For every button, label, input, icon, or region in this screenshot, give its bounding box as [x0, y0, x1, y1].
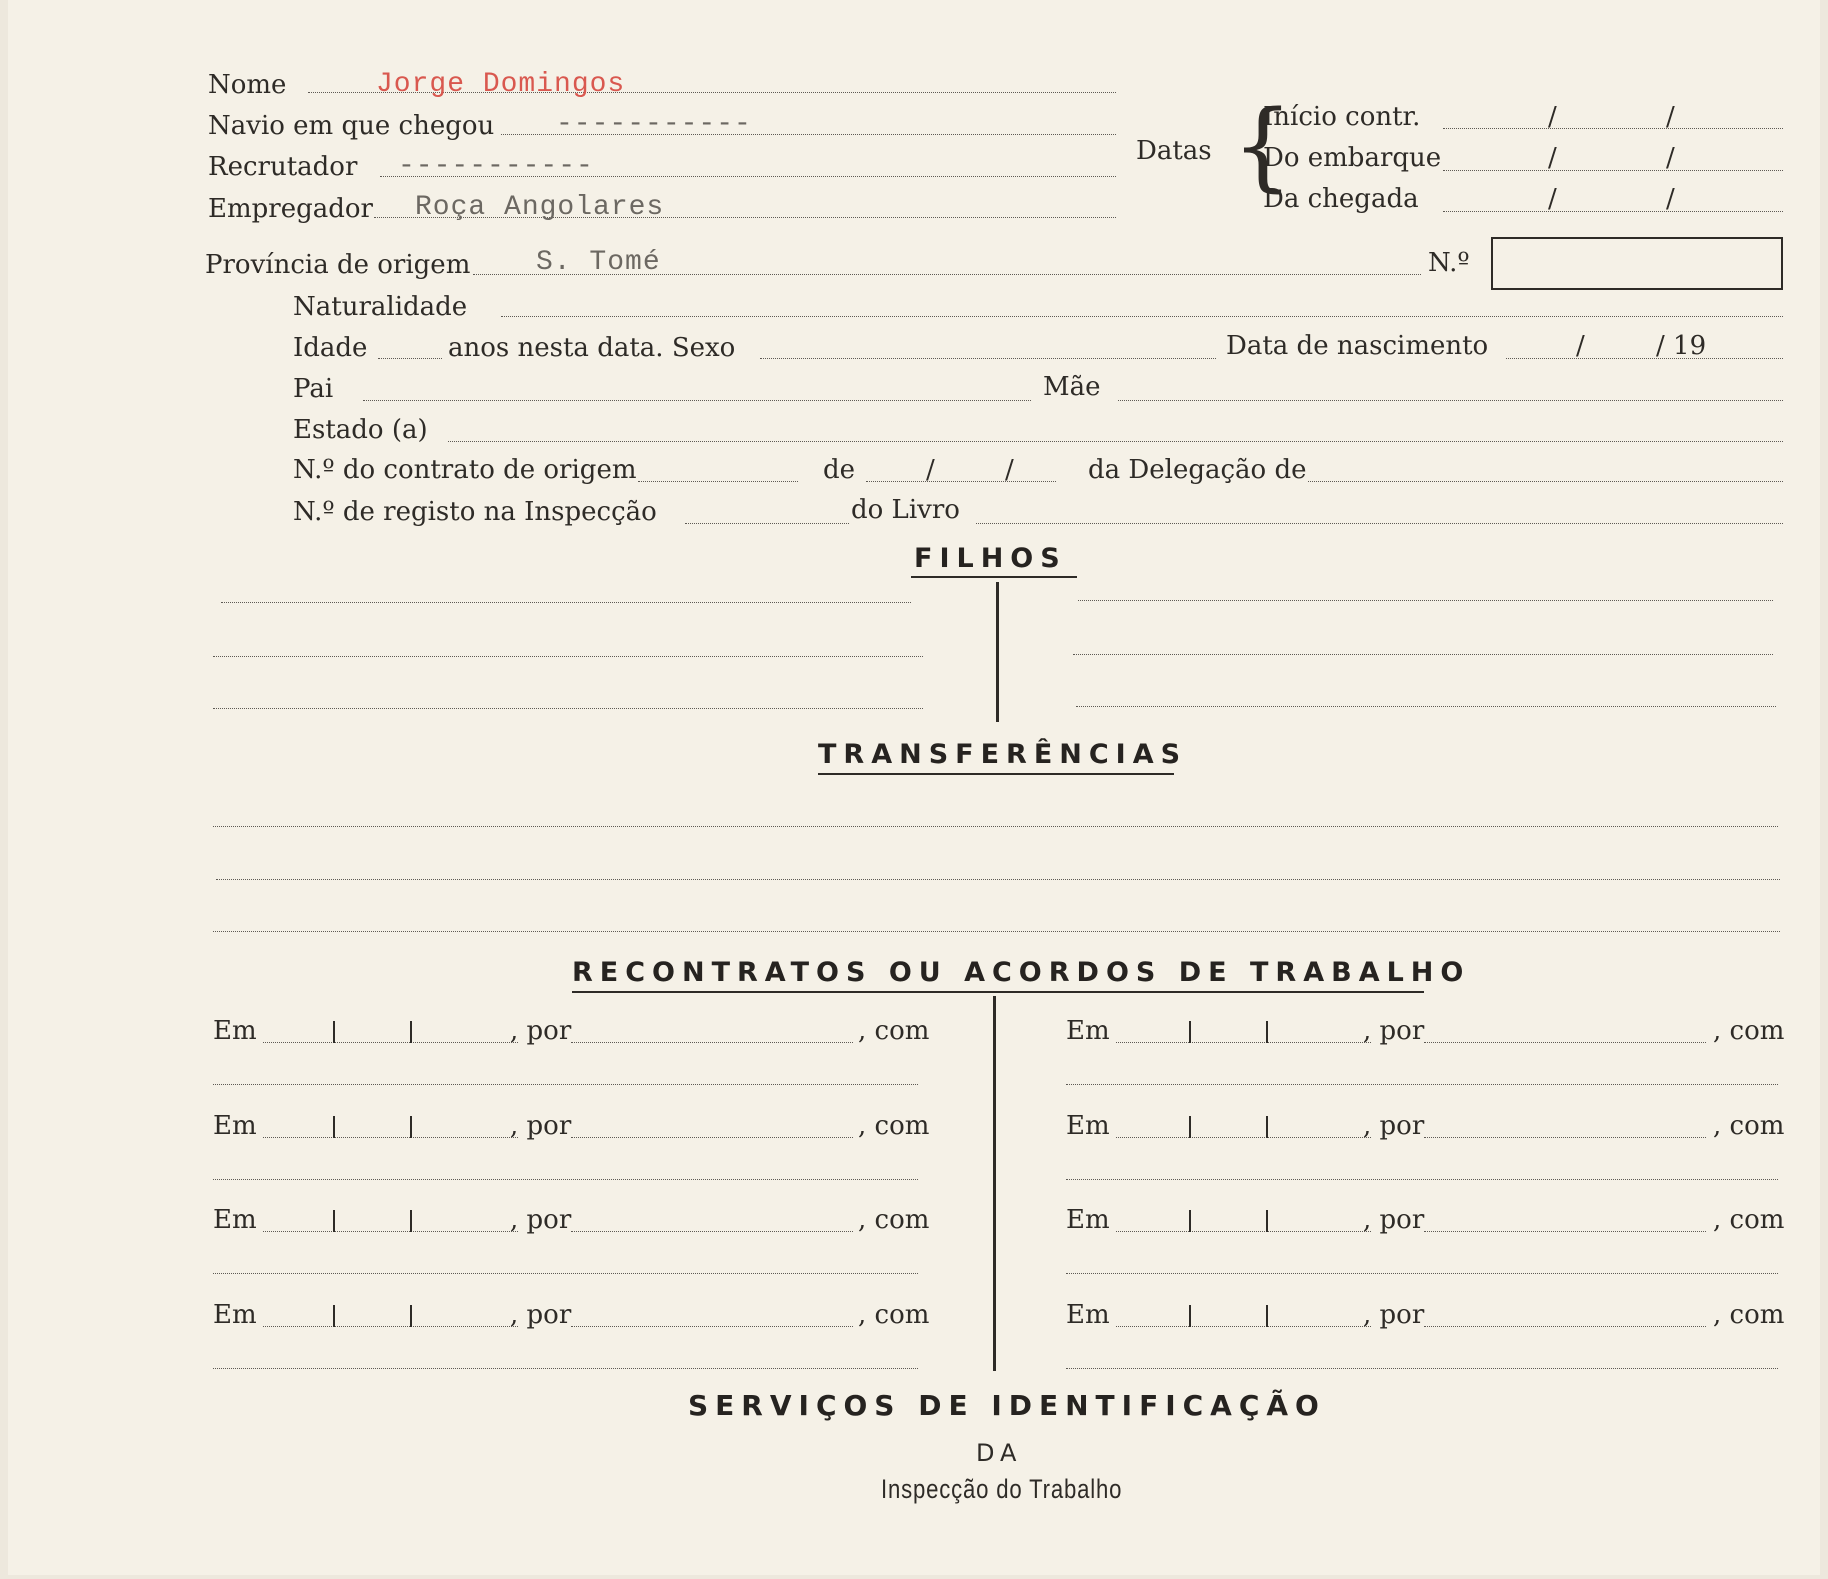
label-por: , por: [510, 1205, 572, 1235]
com-line[interactable]: [213, 1273, 918, 1274]
section-recontratos: RECONTRATOS OU ACORDOS DE TRABALHO: [572, 957, 1471, 988]
label-da-chegada: Da chegada: [1263, 184, 1419, 214]
identification-card: [8, 0, 1820, 1575]
label-nome: Nome: [208, 70, 287, 100]
date-separator: [1266, 1210, 1268, 1232]
por-line[interactable]: [1424, 1042, 1706, 1043]
por-line[interactable]: [571, 1042, 853, 1043]
filhos-divider: [996, 582, 999, 722]
label-por: , por: [510, 1299, 572, 1330]
label-com: , com: [1713, 1299, 1785, 1330]
recontratos-divider: [993, 996, 996, 1371]
value-recrutador[interactable]: -----------: [398, 151, 594, 182]
date-separator: [1189, 1305, 1191, 1327]
livro-line: [976, 523, 1783, 524]
label-do-embarque: Do embarque: [1263, 143, 1442, 173]
label-com: , com: [858, 1299, 930, 1330]
em-date-line[interactable]: [263, 1042, 518, 1043]
date-slash: /: [1666, 184, 1675, 214]
label-year-prefix: / 19: [1656, 331, 1707, 361]
label-numero: N.º: [1428, 248, 1470, 278]
mae-line: [1118, 400, 1783, 401]
recontratos-underline: [572, 991, 1424, 993]
date-slash: /: [1666, 143, 1675, 173]
label-com: , com: [858, 1205, 930, 1235]
com-line[interactable]: [213, 1084, 918, 1085]
date-slash: /: [1666, 102, 1675, 132]
filhos-line-right: [1076, 706, 1776, 707]
label-de: de: [823, 455, 856, 485]
value-provincia[interactable]: S. Tomé: [536, 247, 661, 278]
date-separator: [1189, 1116, 1191, 1138]
label-registo: N.º de registo na Inspecção: [293, 497, 657, 527]
label-anos-sexo: anos nesta data. Sexo: [448, 333, 736, 363]
label-por: , por: [1363, 1299, 1425, 1330]
value-nome[interactable]: Jorge Domingos: [376, 69, 626, 100]
transferencias-line: [216, 879, 1780, 880]
label-empregador: Empregador: [208, 194, 373, 224]
em-date-line[interactable]: [1116, 1042, 1371, 1043]
value-navio[interactable]: -----------: [556, 109, 752, 140]
date-slash: /: [1548, 143, 1557, 173]
date-separator: [410, 1305, 412, 1327]
transferencias-line: [213, 931, 1780, 932]
date-separator: [333, 1210, 335, 1232]
label-em: Em: [213, 1299, 257, 1330]
date-separator: [1266, 1305, 1268, 1327]
filhos-line-left: [221, 602, 911, 603]
label-recrutador: Recrutador: [208, 152, 358, 182]
label-pai: Pai: [293, 374, 334, 404]
label-com: , com: [858, 1016, 930, 1046]
com-line[interactable]: [1066, 1368, 1778, 1369]
date-separator: [333, 1305, 335, 1327]
label-em: Em: [1066, 1205, 1110, 1235]
label-por: , por: [1363, 1205, 1425, 1235]
por-line[interactable]: [1424, 1231, 1706, 1232]
date-slash: /: [1548, 102, 1557, 132]
transferencias-underline: [818, 773, 1174, 775]
label-por: , por: [1363, 1016, 1425, 1046]
nascimento-line: [1506, 358, 1783, 359]
registo-line: [685, 523, 849, 524]
label-navio: Navio em que chegou: [208, 111, 495, 141]
value-empregador[interactable]: Roça Angolares: [415, 192, 665, 223]
em-date-line[interactable]: [263, 1137, 518, 1138]
label-com: , com: [1713, 1205, 1785, 1235]
label-por: , por: [510, 1110, 572, 1141]
por-line[interactable]: [571, 1137, 853, 1138]
filhos-underline: [911, 576, 1077, 578]
label-em: Em: [1066, 1016, 1110, 1046]
label-por: , por: [510, 1016, 572, 1046]
em-date-line[interactable]: [1116, 1231, 1371, 1232]
label-com: , com: [1713, 1110, 1785, 1141]
por-line[interactable]: [1424, 1326, 1706, 1327]
label-por: , por: [1363, 1110, 1425, 1141]
label-inicio-contr: Início contr.: [1263, 102, 1421, 132]
date-separator: [1266, 1116, 1268, 1138]
label-em: Em: [213, 1110, 257, 1141]
label-em: Em: [1066, 1110, 1110, 1141]
date-separator: [1266, 1021, 1268, 1043]
idade-line: [378, 358, 442, 359]
label-naturalidade: Naturalidade: [293, 292, 468, 322]
label-idade: Idade: [293, 333, 368, 363]
label-com: , com: [1713, 1016, 1785, 1046]
por-line[interactable]: [571, 1326, 853, 1327]
date-separator: [410, 1021, 412, 1043]
label-delegacao: da Delegação de: [1088, 455, 1307, 485]
label-em: Em: [213, 1205, 257, 1235]
date-separator: [333, 1021, 335, 1043]
date-slash: /: [1005, 455, 1014, 485]
date-slash: /: [926, 455, 935, 485]
date-separator: [1189, 1210, 1191, 1232]
filhos-line-right: [1078, 600, 1773, 601]
em-date-line[interactable]: [263, 1326, 518, 1327]
footer-title: SERVIÇOS DE IDENTIFICAÇÃO: [688, 1389, 1326, 1422]
numero-box[interactable]: [1491, 237, 1783, 290]
sexo-line: [760, 358, 1216, 359]
label-em: Em: [1066, 1299, 1110, 1330]
date-slash: /: [1576, 331, 1585, 361]
em-date-line[interactable]: [263, 1231, 518, 1232]
do-embarque-line: [1443, 170, 1783, 171]
label-com: , com: [858, 1110, 930, 1141]
com-line[interactable]: [213, 1179, 918, 1180]
date-separator: [410, 1116, 412, 1138]
transferencias-line: [213, 826, 1778, 827]
date-separator: [410, 1210, 412, 1232]
label-data-nascimento: Data de nascimento: [1226, 331, 1489, 361]
por-line[interactable]: [571, 1231, 853, 1232]
label-do-livro: do Livro: [851, 495, 960, 525]
com-line[interactable]: [1066, 1273, 1778, 1274]
label-em: Em: [213, 1016, 257, 1046]
contrato-date-line: [866, 481, 1056, 482]
date-separator: [1189, 1021, 1191, 1043]
datas-brace: {: [1232, 90, 1294, 202]
com-line[interactable]: [1066, 1179, 1778, 1180]
da-chegada-line: [1443, 211, 1783, 212]
contrato-line: [638, 481, 798, 482]
com-line[interactable]: [1066, 1084, 1778, 1085]
section-transferencias: TRANSFERÊNCIAS: [818, 739, 1188, 770]
em-date-line[interactable]: [1116, 1137, 1371, 1138]
filhos-line-right: [1073, 654, 1773, 655]
filhos-line-left: [213, 656, 923, 657]
delegacao-line: [1308, 481, 1783, 482]
pai-line: [363, 400, 1031, 401]
date-slash: /: [1548, 184, 1557, 214]
filhos-line-left: [213, 708, 923, 709]
com-line[interactable]: [213, 1368, 918, 1369]
label-datas: Datas: [1136, 136, 1212, 166]
estado-line: [448, 441, 1783, 442]
inicio-contr-line: [1443, 128, 1783, 129]
footer-inspeccao: Inspecção do Trabalho: [881, 1474, 1123, 1504]
date-separator: [333, 1116, 335, 1138]
footer-da: DA: [976, 1439, 1023, 1467]
em-date-line[interactable]: [1116, 1326, 1371, 1327]
label-mae: Mãe: [1043, 372, 1101, 402]
label-estado: Estado (a): [293, 415, 428, 445]
naturalidade-line: [501, 316, 1783, 317]
por-line[interactable]: [1424, 1137, 1706, 1138]
section-filhos: FILHOS: [914, 543, 1067, 574]
label-provincia: Província de origem: [205, 250, 471, 280]
label-contrato-origem: N.º do contrato de origem: [293, 455, 637, 485]
